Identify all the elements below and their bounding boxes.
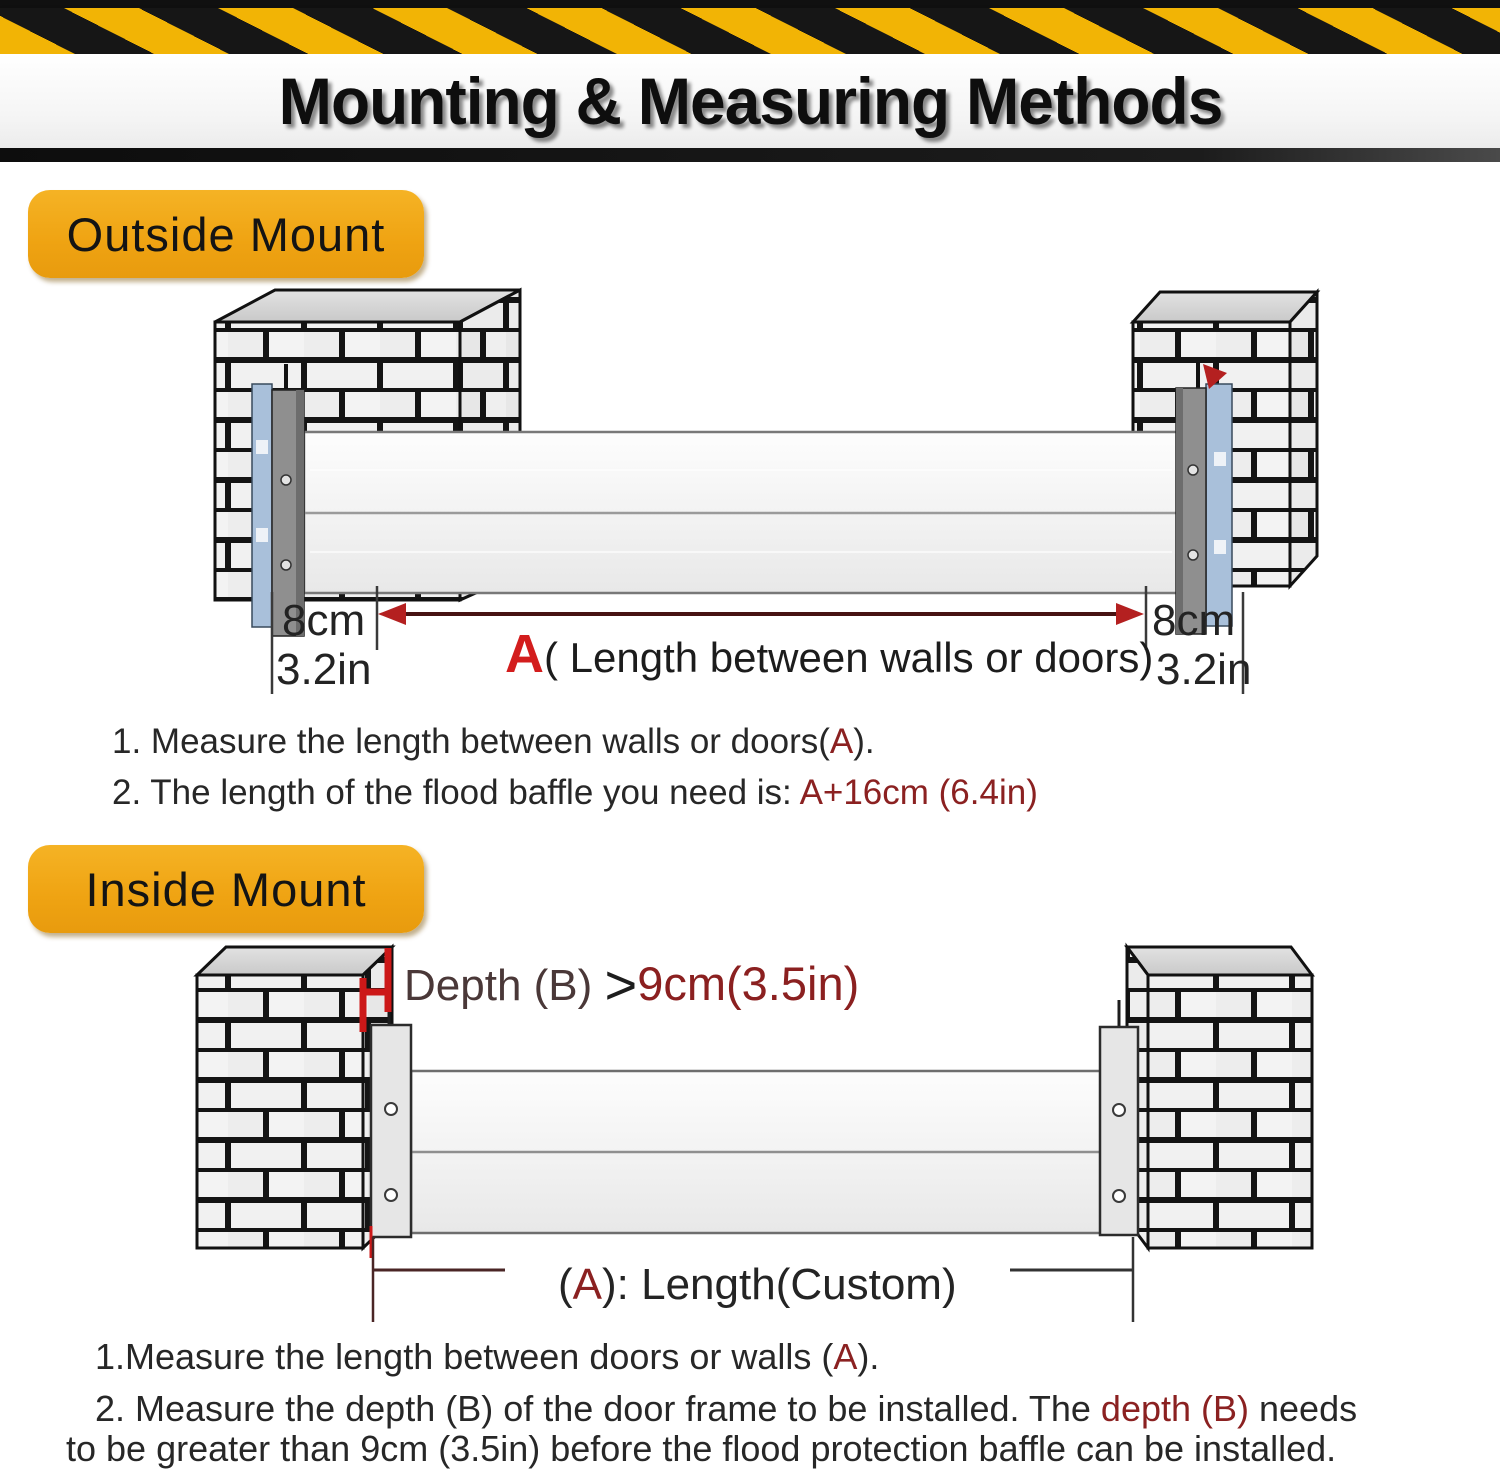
length-between-walls-label [505,624,1154,684]
left-offset-in: 3.2in [276,645,372,694]
inside-step-1-variable: A [833,1336,858,1377]
outside-step-1-text: 1. Measure the length between walls or doors( [112,722,830,761]
arrowhead-left-icon [378,603,406,625]
inside-step-2-end: needs [1249,1388,1358,1429]
greater-than-sign: > [604,953,638,1016]
outside-step-2-formula: A+16cm (6.4in) [799,773,1038,812]
caution-tape-stripes [0,8,1500,54]
title-divider-bar [0,148,1500,162]
right-channel-bracket-inside [1100,1000,1138,1235]
inside-step-2-line-2 [66,1428,1336,1470]
custom-length-label [558,1260,957,1310]
left-offset-cm: 8cm [282,596,366,645]
depth-requirement-label [404,952,859,1017]
outside-step-2-text: 2. The length of the flood baffle you need is: [112,773,800,812]
right-offset-cm: 8cm [1152,596,1236,645]
outside-step-1-end: ). [853,722,875,761]
left-channel-bracket-inside [371,998,411,1237]
custom-length-text: ): Length(Custom) [602,1260,957,1309]
title-band [0,54,1500,148]
outside-step-2 [112,773,1038,813]
inside-step-1 [95,1336,879,1378]
inside-step-2-variable: depth (B) [1100,1388,1249,1429]
inside-step-1-text: 1.Measure the length between doors or walls ( [95,1336,834,1377]
inside-step-2-continuation: to be greater than 9cm (3.5in) before the flood protection baffle can be installed. [66,1428,1337,1469]
depth-value: 9cm(3.5in) [637,957,860,1010]
inside-step-2-text: 2. Measure the depth (B) of the door frame to be installed. The [95,1388,1101,1429]
custom-length-variable: A [572,1260,603,1309]
inside-mount-badge [28,845,424,933]
custom-length-open-paren: ( [558,1260,573,1309]
depth-label-text: Depth (B) [404,961,605,1010]
inside-step-1-end: ). [857,1336,880,1377]
length-label-text: ( Length between walls or doors) [544,634,1154,681]
outside-mount-badge [28,190,424,278]
right-offset-in: 3.2in [1156,645,1252,694]
outside-mount-badge-label: Outside Mount [66,207,386,261]
inside-mount-badge-label: Inside Mount [85,862,367,916]
right-mounting-bracket [1176,362,1232,634]
outside-step-1-variable: A [829,722,854,761]
flood-baffle-planks [304,432,1178,593]
length-variable-a: A [505,624,544,684]
outside-step-1 [112,722,875,762]
page-title: Mounting & Measuring Methods [278,64,1222,138]
right-brick-pillar-inside [1127,947,1312,1248]
arrowhead-right-icon [1116,603,1144,625]
inside-step-2-line-1 [95,1388,1357,1430]
flood-baffle-planks-inside [411,1071,1135,1233]
